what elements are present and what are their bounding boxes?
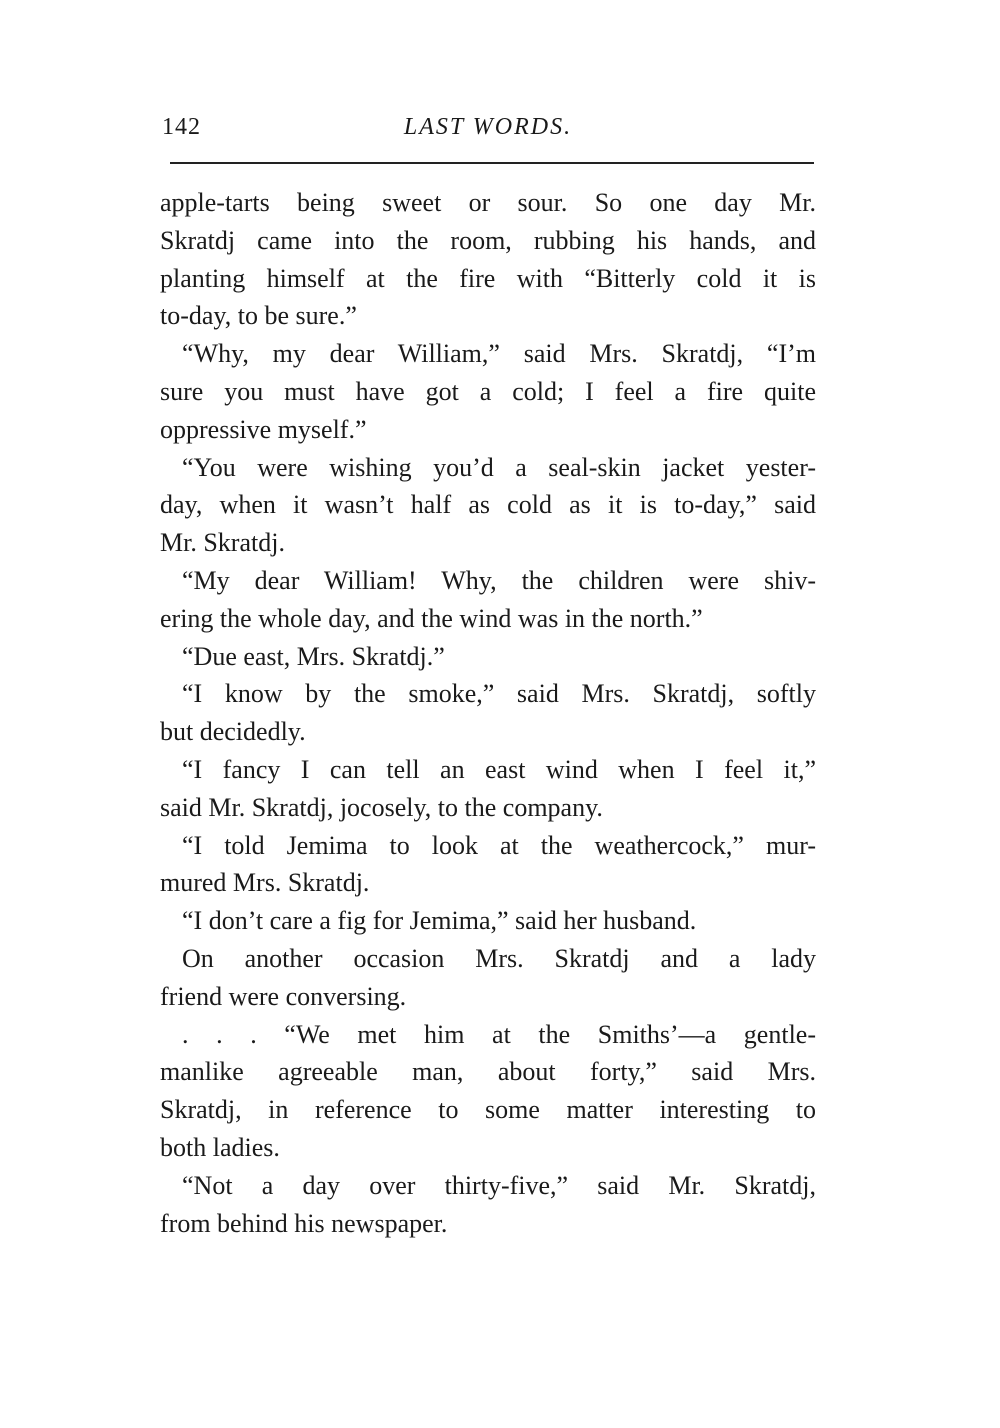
text-line: “I fancy I can tell an east wind when I feel it,” <box>182 754 816 784</box>
running-title: LAST WORDS. <box>403 114 573 140</box>
text-line: Skratdj, in reference to some matter interesting to <box>160 1095 816 1125</box>
text-line: to-day, to be sure.” <box>160 301 357 331</box>
running-head <box>162 114 814 148</box>
text-line: “Not a day over thirty-five,” said Mr. Skratdj, <box>182 1170 816 1200</box>
text-line: “You were wishing you’d a seal-skin jacket yester- <box>182 452 816 482</box>
text-line: “I know by the smoke,” said Mrs. Skratdj, softly <box>182 679 816 709</box>
text-line: from behind his newspaper. <box>160 1208 448 1238</box>
text-line: Mr. Skratdj. <box>160 528 285 558</box>
page-number: 142 <box>162 114 201 140</box>
text-line: planting himself at the fire with “Bitterly cold it is <box>160 263 816 293</box>
text-line: On another occasion Mrs. Skratdj and a lady <box>182 943 816 973</box>
header-rule <box>170 162 814 164</box>
text-line: ering the whole day, and the wind was in the north.” <box>160 603 703 633</box>
text-line: manlike agreeable man, about forty,” said Mrs. <box>160 1057 816 1087</box>
text-line: sure you must have got a cold; I feel a fire quite <box>160 376 816 406</box>
body-text <box>160 184 816 1242</box>
text-line: . . . “We met him at the Smiths’—a gentle- <box>182 1019 816 1049</box>
text-line: “My dear William! Why, the children were shiv- <box>182 565 816 595</box>
text-line: “I told Jemima to look at the weathercock,” mur- <box>182 830 816 860</box>
text-line: oppressive myself.” <box>160 414 367 444</box>
text-line: “I don’t care a fig for Jemima,” said her husband. <box>182 906 697 936</box>
text-line: but decidedly. <box>160 717 306 747</box>
text-line: “Due east, Mrs. Skratdj.” <box>182 641 445 671</box>
text-line: friend were conversing. <box>160 981 407 1011</box>
text-line: day, when it wasn’t half as cold as it is to-day,” said <box>160 490 816 520</box>
text-line: Skratdj came into the room, rubbing his hands, and <box>160 225 816 255</box>
text-line: apple-tarts being sweet or sour. So one day Mr. <box>160 188 816 217</box>
text-line: mured Mrs. Skratdj. <box>160 868 370 898</box>
text-line: said Mr. Skratdj, jocosely, to the company. <box>160 792 603 822</box>
text-line: “Why, my dear William,” said Mrs. Skratdj, “I’m <box>182 339 816 369</box>
text-line: both ladies. <box>160 1132 280 1162</box>
